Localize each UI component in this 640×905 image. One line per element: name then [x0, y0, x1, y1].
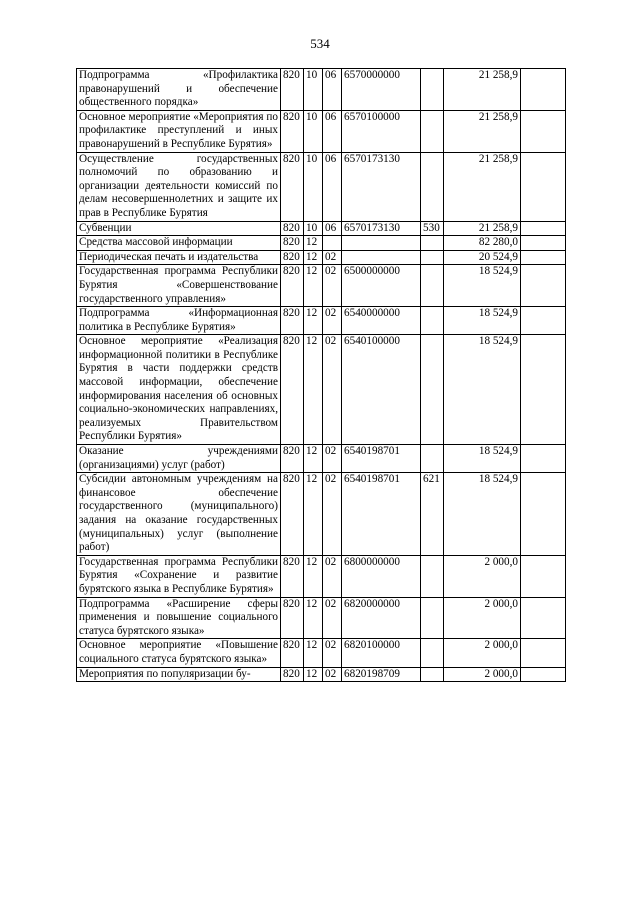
row-subsection: 06	[323, 152, 342, 221]
row-grbs: 820	[281, 69, 304, 111]
row-name: Основное мероприятие «Повышение социального статуса бурятского языка»	[77, 639, 281, 667]
row-extra	[521, 335, 566, 445]
row-name: Государственная программа Республики Бурятия «Совершенствование государственного управления»	[77, 265, 281, 307]
table-row	[77, 152, 566, 221]
row-name: Основное мероприятие «Мероприятия по профилактике преступлений и иных правонарушений в Республике Бурятия»	[77, 110, 281, 152]
row-target-article: 6540198701	[342, 445, 421, 473]
row-target-article: 6570100000	[342, 110, 421, 152]
row-extra	[521, 221, 566, 236]
row-subsection: 02	[323, 597, 342, 639]
row-amount: 2 000,0	[444, 667, 521, 682]
row-grbs: 820	[281, 639, 304, 667]
row-target-article: 6820100000	[342, 639, 421, 667]
row-section: 10	[304, 221, 323, 236]
table-body	[77, 69, 566, 682]
row-target-article: 6570173130	[342, 152, 421, 221]
row-subsection: 06	[323, 110, 342, 152]
row-name: Периодическая печать и издательства	[77, 250, 281, 265]
row-target-article: 6500000000	[342, 265, 421, 307]
row-subsection: 02	[323, 250, 342, 265]
row-amount: 2 000,0	[444, 555, 521, 597]
row-expense-type	[421, 236, 444, 251]
row-section: 10	[304, 69, 323, 111]
row-grbs: 820	[281, 597, 304, 639]
row-target-article: 6540000000	[342, 307, 421, 335]
table-row	[77, 236, 566, 251]
row-expense-type	[421, 110, 444, 152]
budget-table	[76, 68, 566, 682]
row-subsection: 02	[323, 473, 342, 556]
row-expense-type	[421, 445, 444, 473]
row-name: Оказание учреждениями (организациями) услуг (работ)	[77, 445, 281, 473]
table-row	[77, 473, 566, 556]
row-target-article	[342, 250, 421, 265]
row-name: Мероприятия по популяризации бу-	[77, 667, 281, 682]
row-grbs: 820	[281, 667, 304, 682]
table-row	[77, 110, 566, 152]
row-subsection: 06	[323, 69, 342, 111]
row-expense-type	[421, 265, 444, 307]
row-grbs: 820	[281, 445, 304, 473]
row-name: Подпрограмма «Информационная политика в Республике Бурятия»	[77, 307, 281, 335]
row-amount: 21 258,9	[444, 152, 521, 221]
row-subsection: 02	[323, 335, 342, 445]
row-target-article: 6820198709	[342, 667, 421, 682]
row-expense-type: 530	[421, 221, 444, 236]
row-name: Субвенции	[77, 221, 281, 236]
table-row	[77, 555, 566, 597]
row-section: 10	[304, 152, 323, 221]
row-section: 12	[304, 445, 323, 473]
table-row	[77, 250, 566, 265]
row-expense-type	[421, 69, 444, 111]
row-grbs: 820	[281, 250, 304, 265]
row-name: Субсидии автономным учреждениям на финансовое обеспечение государственного (муниципального) задания на оказание государственных (муниципальных) услуг (выполнение работ)	[77, 473, 281, 556]
row-expense-type	[421, 335, 444, 445]
row-extra	[521, 69, 566, 111]
table-row	[77, 639, 566, 667]
row-section: 10	[304, 110, 323, 152]
row-section: 12	[304, 597, 323, 639]
row-name: Подпрограмма «Профилактика правонарушений и обеспечение общественного порядка»	[77, 69, 281, 111]
row-subsection: 06	[323, 221, 342, 236]
table-row	[77, 445, 566, 473]
row-grbs: 820	[281, 307, 304, 335]
row-expense-type: 621	[421, 473, 444, 556]
table-row	[77, 265, 566, 307]
row-subsection: 02	[323, 265, 342, 307]
row-amount: 21 258,9	[444, 69, 521, 111]
row-name: Основное мероприятие «Реализация информационной политики в Республике Бурятия в части поддержки средств массовой информации, обеспечение информирования населения об основных социально-экономических направлениях, реализуемых Правительством Республики Бурятия»	[77, 335, 281, 445]
row-name: Осуществление государственных полномочий по образованию и организации деятельности комиссий по делам несовершеннолетних и защите их прав в Республике Бурятия	[77, 152, 281, 221]
page-number: 534	[310, 36, 330, 51]
row-extra	[521, 236, 566, 251]
row-expense-type	[421, 639, 444, 667]
row-extra	[521, 445, 566, 473]
row-grbs: 820	[281, 335, 304, 445]
row-subsection: 02	[323, 667, 342, 682]
row-amount: 2 000,0	[444, 639, 521, 667]
row-amount: 21 258,9	[444, 221, 521, 236]
row-extra	[521, 265, 566, 307]
row-extra	[521, 597, 566, 639]
row-extra	[521, 555, 566, 597]
row-expense-type	[421, 555, 444, 597]
row-expense-type	[421, 250, 444, 265]
row-target-article	[342, 236, 421, 251]
table-row	[77, 667, 566, 682]
row-expense-type	[421, 307, 444, 335]
row-section: 12	[304, 667, 323, 682]
row-section: 12	[304, 250, 323, 265]
table-row	[77, 69, 566, 111]
row-target-article: 6800000000	[342, 555, 421, 597]
row-subsection: 02	[323, 307, 342, 335]
row-section: 12	[304, 639, 323, 667]
row-section: 12	[304, 236, 323, 251]
row-target-article: 6570000000	[342, 69, 421, 111]
row-target-article: 6820000000	[342, 597, 421, 639]
row-amount: 20 524,9	[444, 250, 521, 265]
row-subsection: 02	[323, 639, 342, 667]
row-subsection: 02	[323, 445, 342, 473]
row-amount: 18 524,9	[444, 265, 521, 307]
row-grbs: 820	[281, 236, 304, 251]
row-extra	[521, 473, 566, 556]
row-amount: 18 524,9	[444, 445, 521, 473]
row-grbs: 820	[281, 473, 304, 556]
row-subsection: 02	[323, 555, 342, 597]
row-target-article: 6540198701	[342, 473, 421, 556]
row-grbs: 820	[281, 555, 304, 597]
row-amount: 18 524,9	[444, 473, 521, 556]
row-expense-type	[421, 597, 444, 639]
row-section: 12	[304, 555, 323, 597]
row-amount: 2 000,0	[444, 597, 521, 639]
table-row	[77, 335, 566, 445]
row-extra	[521, 152, 566, 221]
row-section: 12	[304, 265, 323, 307]
row-grbs: 820	[281, 265, 304, 307]
row-amount: 21 258,9	[444, 110, 521, 152]
row-name: Средства массовой информации	[77, 236, 281, 251]
row-name: Подпрограмма «Расширение сферы применения и повышение социального статуса бурятского языка»	[77, 597, 281, 639]
row-expense-type	[421, 667, 444, 682]
row-extra	[521, 250, 566, 265]
row-target-article: 6540100000	[342, 335, 421, 445]
row-amount: 18 524,9	[444, 307, 521, 335]
row-extra	[521, 639, 566, 667]
row-expense-type	[421, 152, 444, 221]
row-section: 12	[304, 473, 323, 556]
row-section: 12	[304, 335, 323, 445]
row-amount: 82 280,0	[444, 236, 521, 251]
table-row	[77, 307, 566, 335]
row-amount: 18 524,9	[444, 335, 521, 445]
row-name: Государственная программа Республики Бурятия «Сохранение и развитие бурятского языка в Республике Бурятия»	[77, 555, 281, 597]
table-row	[77, 597, 566, 639]
row-grbs: 820	[281, 152, 304, 221]
row-extra	[521, 307, 566, 335]
row-grbs: 820	[281, 221, 304, 236]
row-extra	[521, 110, 566, 152]
row-extra	[521, 667, 566, 682]
row-target-article: 6570173130	[342, 221, 421, 236]
row-subsection	[323, 236, 342, 251]
table-row	[77, 221, 566, 236]
row-section: 12	[304, 307, 323, 335]
row-grbs: 820	[281, 110, 304, 152]
